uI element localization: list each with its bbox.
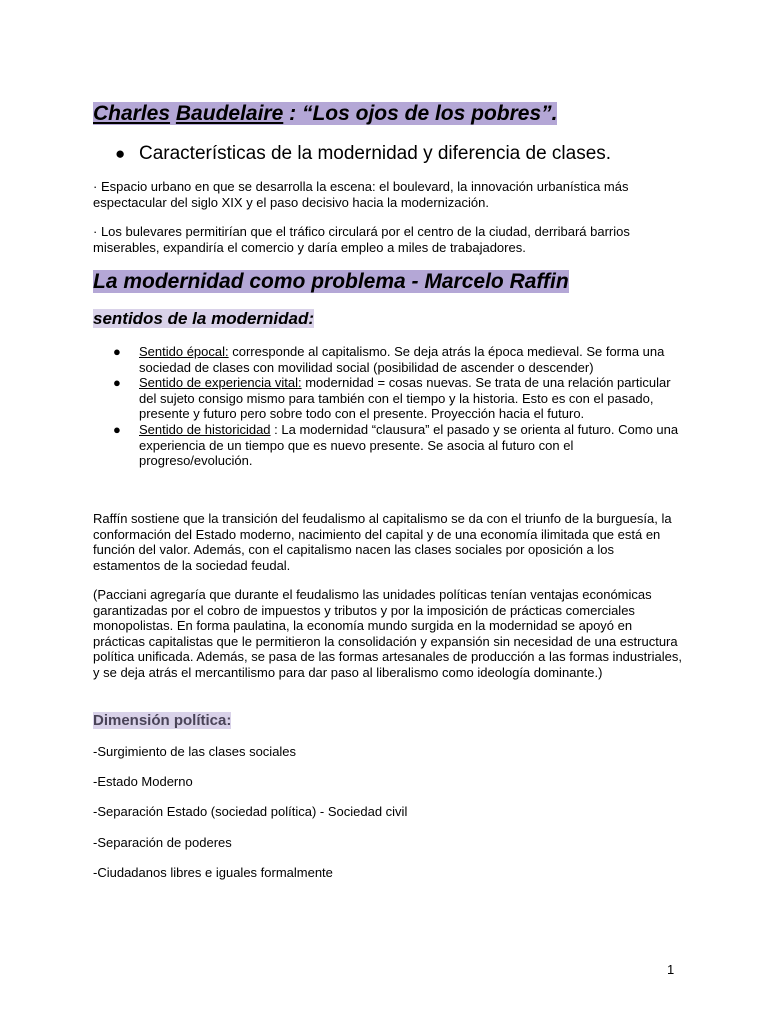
sense-term: Sentido de historicidad: [139, 421, 271, 437]
subtitle-sentidos: [93, 308, 314, 330]
title-author-first: Charles: [93, 102, 171, 125]
list-item: -Separación Estado (sociedad política) - Sociedad civil: [93, 804, 408, 819]
list-item: [93, 422, 679, 469]
title-work: : “Los ojos de los pobres”.: [283, 102, 558, 125]
list-item: -Surgimiento de las clases sociales: [93, 744, 297, 759]
page-number: 1: [667, 962, 675, 977]
list-item: [93, 344, 679, 375]
sense-text: modernidad = cosas nuevas. Se trata de una relación particular del sujeto consigo mismo para también con el tiempo y la historia. Esto es con el pasado, presente y futuro pero sobre todo con el presente. Proyección hacia el futuro.: [139, 375, 671, 422]
dimension-title-text: Dimensión política:: [93, 712, 232, 729]
paragraph-bulevares: · Los bulevares permitirían que el tráfico circulará por el centro de la ciudad, derribará barrios miserables, expandiría el comercio y daría empleo a miles de trabajadores.: [93, 224, 630, 255]
bullet-icon: ●: [115, 144, 126, 163]
list-item: -Separación de poderes: [93, 835, 232, 850]
paragraph-raffin: Raffín sostiene que la transición del feudalismo al capitalismo se da con el triunfo de la burguesía, la conformación del Estado moderno, nacimiento del capital y de una economía ilimitada que está en función del valor. Además, con el capitalismo nacen las clases sociales por oposición a los estamentos de la sociedad feudal.: [93, 511, 672, 573]
bullet-icon: ●: [113, 375, 121, 391]
bullet-icon: ●: [113, 421, 121, 437]
paragraph-pacciani: (Pacciani agregaría que durante el feudalismo las unidades políticas tenían ventajas económicas garantizadas por el cobro de impuestos y tributos y por la imposición de prácticas comerciales monopolistas. En forma paulatina, la economía mundo surgida en la modernidad se apoyó en prácticas capitalistas que le permitieron la consolidación y expansión sin necesidad de una estructura política unificada. Además, se pasa de las formas artesanales de producción a las formas industriales, y se deja atrás el mercantilismo para dar paso al liberalismo como ideología dominante.): [93, 587, 682, 680]
title-baudelaire: [93, 100, 557, 128]
title-highlight: [93, 102, 557, 125]
title-raffin: [93, 268, 569, 296]
paragraph-espacio-urbano: · Espacio urbano en que se desarrolla la escena: el boulevard, la innovación urbanística más espectacular del siglo XIX y el paso decisivo hacia la modernización.: [93, 179, 629, 210]
bullet-icon: ●: [113, 344, 121, 359]
intro-bullet-text: Características de la modernidad y diferencia de clases.: [139, 143, 612, 164]
list-item: -Estado Moderno: [93, 774, 193, 789]
title2-text: La modernidad como problema - Marcelo Raffin: [93, 270, 569, 293]
list-item: -Ciudadanos libres e iguales formalmente: [93, 865, 333, 880]
list-item: [93, 375, 679, 422]
sense-term: Sentido de experiencia vital:: [139, 375, 302, 391]
subtitle-text: sentidos de la modernidad:: [93, 309, 315, 328]
sense-text: : La modernidad “clausura” el pasado y se orienta al futuro. Como una experiencia de un tiempo que es nuevo presente. Se asocia al futuro con el progreso/evolución.: [139, 421, 679, 469]
senses-list: [93, 344, 683, 469]
title-author-last: Baudelaire: [175, 102, 284, 125]
sense-text: corresponde al capitalismo. Se deja atrás la época medieval. Se forma una sociedad de clases con movilidad social (posibilidad de ascender o descender): [139, 344, 665, 375]
sense-term: Sentido épocal:: [139, 344, 229, 359]
dimension-title: [93, 711, 231, 731]
